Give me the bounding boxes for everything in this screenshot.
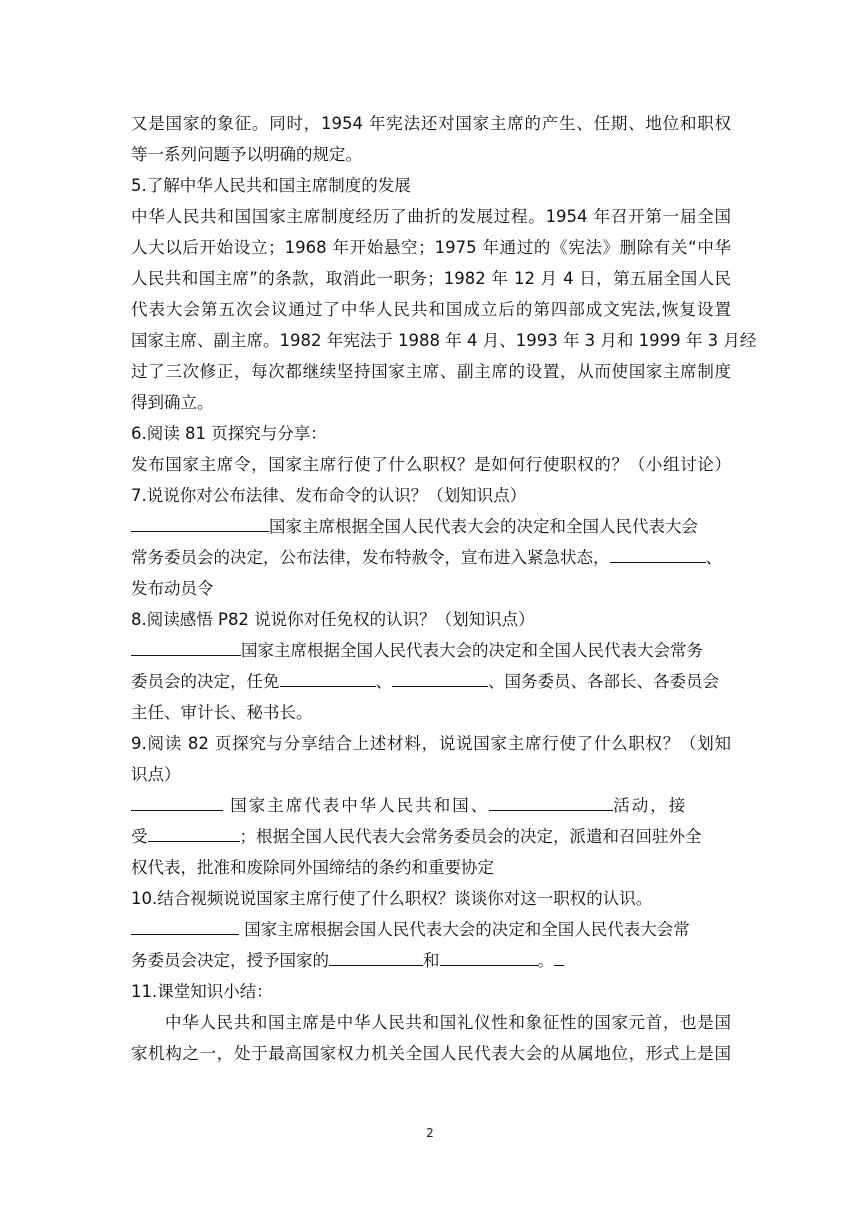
- text-line: 代表大会第五次会议通过了中华人民共和国成立后的第四部成文宪法,恢复设置: [131, 300, 731, 319]
- q9-text: ；根据全国人民代表大会常务委员会的决定，派遣和召回驻外全: [239, 827, 702, 846]
- section-heading: 7.说说你对公布法律、发布命令的认识？（划知识点）: [131, 486, 527, 505]
- section-heading: 6.阅读 81 页探究与分享：: [131, 424, 327, 443]
- text-line: 得到确立。: [131, 393, 214, 412]
- q7-text: 、: [705, 548, 722, 567]
- text-line: 人民共和国主席”的条款，取消此一职务；1982 年 12 月 4 日，第五届全国人民: [131, 269, 731, 288]
- text-line: 等一系列问题予以明确的规定。: [131, 145, 362, 164]
- answer-blank[interactable]: [489, 792, 613, 811]
- section-heading: 9.阅读 82 页探究与分享结合上述材料，说说国家主席行使了什么职权？（划知: [131, 734, 731, 753]
- summary-line: 家机构之一，处于最高国家权力机关全国人民代表大会的从属地位，形式上是国: [131, 1044, 731, 1063]
- section-heading: 11.课堂知识小结：: [131, 982, 273, 1001]
- page-number: 2: [426, 1126, 434, 1140]
- section-heading: 8.阅读感悟 P82 说说你对任免权的认识？（划知识点）: [131, 610, 535, 629]
- answer-blank[interactable]: [280, 668, 376, 687]
- answer-blank[interactable]: [392, 668, 488, 687]
- q8-answer-line: [131, 667, 731, 697]
- q9-answer-line: [131, 791, 731, 821]
- text-line: 国家主席、副主席。1982 年宪法于 1988 年 4 月、1993 年 3 月和 1999 年 3 月经: [131, 331, 757, 350]
- answer-blank[interactable]: [131, 637, 241, 656]
- q10-text: 国家主席根据会国人民代表大会的决定和全国人民代表大会常: [244, 920, 690, 939]
- section-heading: 识点）: [131, 765, 181, 784]
- q7-answer-line: 发布动员令: [131, 579, 214, 598]
- answer-blank-tail: [554, 947, 564, 966]
- q7-answer-line: [131, 512, 731, 542]
- text-line: 又是国家的象征。同时，1954 年宪法还对国家主席的产生、任期、地位和职权: [131, 114, 731, 133]
- answer-blank[interactable]: [131, 792, 223, 811]
- q9-answer-line: [131, 822, 731, 852]
- answer-blank[interactable]: [329, 947, 423, 966]
- answer-blank[interactable]: [440, 947, 538, 966]
- answer-blank[interactable]: [148, 823, 240, 842]
- q10-text: 。: [537, 951, 554, 970]
- text-line: 中华人民共和国国家主席制度经历了曲折的发展过程。1954 年召开第一届全国: [131, 207, 731, 226]
- summary-line: 中华人民共和国主席是中华人民共和国礼仪性和象征性的国家元首，也是国: [165, 1013, 731, 1032]
- q9-answer-line: 权代表，批准和废除同外国缔结的条约和重要协定: [131, 858, 494, 877]
- q8-text: 委员会的决定，任免: [131, 672, 280, 691]
- q9-text: 受: [131, 827, 148, 846]
- answer-blank[interactable]: [131, 916, 239, 935]
- text-line: 过了三次修正，每次都继续坚持国家主席、副主席的设置，从而使国家主席制度: [131, 362, 731, 381]
- q10-answer-line: [131, 946, 731, 976]
- answer-blank[interactable]: [131, 513, 269, 532]
- q8-answer-line: [131, 636, 731, 666]
- q8-text: 、: [375, 672, 392, 691]
- section-heading: 10.结合视频说说国家主席行使了什么职权？谈谈你对这一职权的认识。: [131, 889, 653, 908]
- section-heading: 5.了解中华人民共和国主席制度的发展: [131, 176, 411, 195]
- q10-text: 和: [423, 951, 440, 970]
- q8-text: 、国务委员、各部长、各委员会: [488, 672, 719, 691]
- q10-answer-line: [131, 915, 731, 945]
- q7-text: 国家主席根据全国人民代表大会的决定和全国人民代表大会: [269, 517, 698, 536]
- q7-text: 常务委员会的决定，公布法律，发布特赦令，宣布进入紧急状态，: [131, 548, 610, 567]
- text-line: 人大以后开始设立；1968 年开始悬空；1975 年通过的《宪法》删除有关“中华: [131, 238, 731, 257]
- q8-answer-line: 主任、审计长、秘书长。: [131, 703, 313, 722]
- q7-answer-line: [131, 543, 731, 573]
- answer-blank[interactable]: [610, 544, 706, 563]
- text-line: 发布国家主席令，国家主席行使了什么职权？是如何行使职权的？（小组讨论）: [131, 455, 731, 474]
- q8-text: 国家主席根据全国人民代表大会的决定和全国人民代表大会常务: [241, 641, 703, 660]
- q9-text: 活动，接: [613, 796, 688, 815]
- q9-text: 国家主席代表中华人民共和国、: [230, 796, 490, 815]
- q10-text: 务委员会决定，授予国家的: [131, 951, 329, 970]
